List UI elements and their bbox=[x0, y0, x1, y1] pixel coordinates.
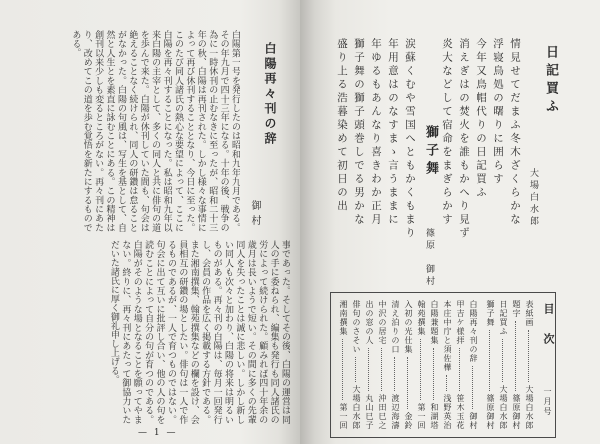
toc-entry-author: 和湖塔 bbox=[430, 403, 439, 430]
toc-entry bbox=[453, 300, 466, 430]
essay-author: 御村 bbox=[249, 200, 260, 230]
essay-body-lower: 事であった。そしてその後、白陽の運営は同人の手に委ねられ、編集も発行も同人諸氏の労によって続けられた。顧みれば四十年余の歳月は長いようで短い。その間に多くの先輩同人を失ったことは誠に悲しい。しかし新しい同人も次々と加わり、白陽の将来は明るいものがある。再々刊の白陽は、毎月一回発行し、会員の作品を広く掲載する方針である。また湘南撰集、翰苑撰集などの欄を設け、会員相互の研鑽の場としたい。俳句は一人で作るものであるが、一人で育つものではない。句会に出て互いに批評し合い、他の人の句を読むことによって自分の句が育つのである。白陽がそのような場となることを願ってやまない。終りに、再々刊にあたって御協力いただいた諸氏に厚く御礼申し上げる。 bbox=[108, 240, 290, 424]
toc-leader bbox=[368, 348, 369, 391]
toc-entry-author: 浅野英治 bbox=[443, 394, 452, 430]
toc-leader bbox=[420, 339, 421, 400]
toc-leader bbox=[355, 357, 356, 382]
diary-poem: 今年又鳥帽代りの日記買ふ bbox=[475, 38, 487, 200]
toc-entry bbox=[483, 300, 496, 430]
shishimai-poem: 盛り上る浩暮染めて初日の出 bbox=[336, 38, 348, 214]
toc-entry-title: 白陽再々刊の辞 bbox=[469, 300, 478, 363]
toc-entry-title: 白陽兼題集 bbox=[430, 300, 439, 345]
toc-entry-author: 笹木玉花 bbox=[456, 394, 465, 430]
diary-poem: 炎大などして宿命をまぎらかす bbox=[441, 38, 453, 227]
diary-poem: 情見せてだまふ冬木ざくらかな bbox=[509, 38, 521, 227]
toc-entry bbox=[375, 300, 388, 430]
toc-entry-author: 金鈴 bbox=[404, 412, 413, 430]
toc-entry bbox=[509, 300, 522, 430]
toc-entry-author: 第一回 bbox=[339, 403, 348, 430]
shishimai-author: 篠原 御村 bbox=[424, 228, 434, 288]
toc-entry-title: 湘南撰集 bbox=[339, 300, 348, 336]
page-number: — 1 — bbox=[138, 428, 178, 438]
essay-body-upper: 白陽第一号を発行したのは昭和九年九月である。その年九月で四十三年になる。十年の後、戦争の為に一時休刊の止むなきに至ったが、昭和二十三年の秋、白陽は再刊された。しかし様々な事情によって再び休刊することとなり、今日に至った。このたび同人諸氏の熱心な要望によって、ここに白陽を再々刊することになった。私は昭和九年以来白陽の主宰として、多くの同人と共に俳句の道を歩んで来た。白陽が休刊していた間も、句会は絶えることなく続けられ、同人の研鑽は怠ることがなかった。白陽の句風は、写生を基として、自然と人生とを素直に詠むことにある。この精神は創刊以来少しも変るところがない。再々刊にあたり、改めてこの道を歩む覚悟を新たにするものである。 bbox=[70, 30, 240, 232]
toc-entry-author: 第一回 bbox=[417, 403, 426, 430]
toc-entry bbox=[522, 300, 535, 430]
toc-entry bbox=[427, 300, 440, 430]
toc-entry-author: 沖田巳之 bbox=[378, 394, 387, 430]
toc-entry bbox=[362, 300, 375, 430]
essay-title: 白陽再々刊の辞 bbox=[263, 42, 277, 147]
toc-leader bbox=[472, 366, 473, 409]
toc-leader bbox=[459, 348, 460, 391]
diary-author: 大場白水郎 bbox=[528, 168, 538, 228]
toc-entry-author: 丸山巳子 bbox=[365, 394, 374, 430]
toc-entry-title: 翰苑撰集 bbox=[417, 300, 426, 336]
toc-entry-title: 甲吉ケ様拝 bbox=[456, 300, 465, 345]
toc-entry-title: 本庄中庁と須佐樺 bbox=[443, 300, 452, 372]
toc-leader bbox=[446, 375, 447, 391]
toc-entry-title: 出の窓の人 bbox=[365, 300, 374, 345]
toc-entry-title: 入初の光仕集 bbox=[404, 300, 413, 354]
toc-entry-title: 俳句のさそい bbox=[352, 300, 361, 354]
toc-entry-title: 表紙画 bbox=[525, 300, 534, 327]
shishimai-title: 獅子舞 bbox=[423, 125, 438, 179]
toc-leader bbox=[342, 339, 343, 400]
toc-leader bbox=[407, 357, 408, 409]
toc-leader bbox=[381, 348, 382, 391]
toc-leader bbox=[433, 348, 434, 400]
toc-entry-author: 篠原御村 bbox=[512, 394, 521, 430]
toc-entry-title: 中沢の居宅 bbox=[378, 300, 387, 345]
toc-entry-author: 大場白水郎 bbox=[499, 385, 508, 430]
diary-poem: 消えぎはの焚火を誰もかへり見ず bbox=[458, 38, 470, 241]
toc-entry bbox=[414, 300, 427, 430]
toc-leader bbox=[502, 339, 503, 382]
toc-entry bbox=[336, 300, 349, 430]
toc-leader bbox=[489, 330, 490, 391]
toc-entry-author: 渡辺海濤 bbox=[391, 394, 400, 430]
toc-entry bbox=[388, 300, 401, 430]
toc-entry-author: 大場白水郎 bbox=[352, 385, 361, 430]
toc-issue: 一月号 bbox=[543, 387, 552, 417]
toc-entry bbox=[440, 300, 453, 430]
toc-entry-author: 御村 bbox=[469, 412, 478, 430]
toc-entry bbox=[401, 300, 414, 430]
toc-entry-list bbox=[335, 300, 535, 432]
toc-entry-title: 日記買ふ bbox=[499, 300, 508, 336]
toc-entry-title: 獅子舞 bbox=[486, 300, 495, 327]
shishimai-poem: 獅子舞の獅子頭巻しでる男かな bbox=[353, 38, 365, 227]
right-page bbox=[300, 0, 600, 444]
toc-heading: 目 次 bbox=[542, 303, 555, 348]
toc-entry bbox=[466, 300, 479, 430]
toc-entry-title: 清え泊りの口 bbox=[391, 300, 400, 354]
shishimai-poem: 年用意はのなすまゝ言うままに bbox=[387, 38, 399, 227]
toc-entry-author: 大場白水郎 bbox=[525, 385, 534, 430]
shishimai-poem: 涙蘇くむや雪国へともかくもまり bbox=[404, 38, 416, 241]
toc-leader bbox=[528, 330, 529, 382]
diary-title: 日記買ふ bbox=[543, 45, 558, 117]
toc-entry-title: 題字 bbox=[512, 300, 521, 318]
toc-entry bbox=[349, 300, 362, 430]
toc-leader bbox=[394, 357, 395, 391]
toc-entry-author: 篠原御村 bbox=[486, 394, 495, 430]
diary-poem: 浮寝鳥処の曙りに囲らす bbox=[492, 38, 504, 187]
toc-entry bbox=[496, 300, 509, 430]
toc-leader bbox=[515, 321, 516, 391]
shishimai-poem: 年ゆるもあんなり喜きわか正月 bbox=[370, 38, 382, 227]
table-of-contents bbox=[330, 292, 556, 438]
